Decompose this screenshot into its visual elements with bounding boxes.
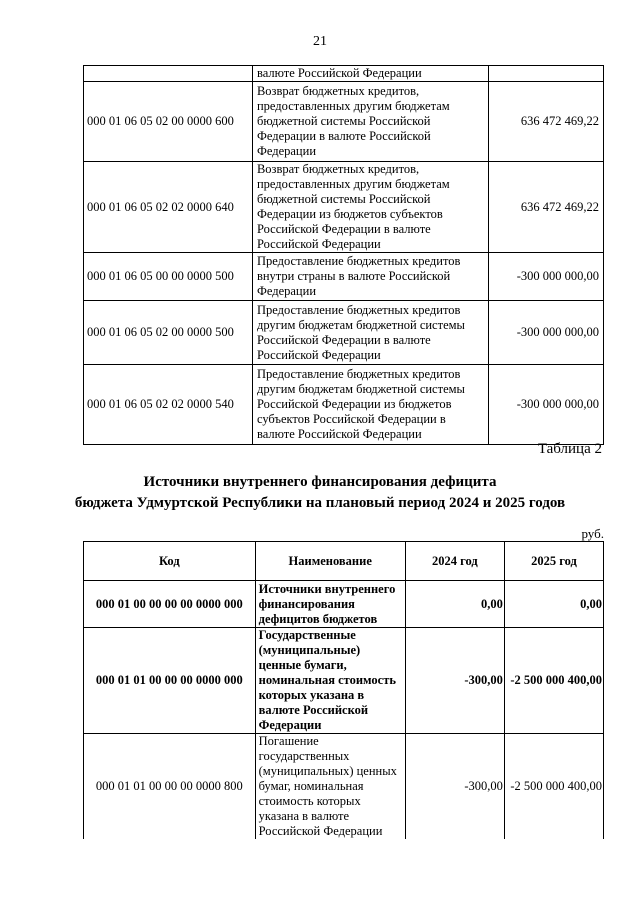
table-header-row [84, 542, 604, 581]
table-row [84, 82, 604, 162]
row-code: 000 01 06 05 00 00 0000 500 [84, 253, 253, 301]
row-code: 000 01 00 00 00 00 0000 000 [84, 581, 256, 628]
table-row [84, 628, 604, 734]
row-code: 000 01 06 05 02 02 0000 640 [84, 162, 253, 253]
row-2025: 0,00 [504, 581, 603, 628]
row-name: Источники внутреннего финансирования дефицитов бюджетов [255, 581, 405, 628]
row-name: Погашение государственных (муниципальных) ценных бумаг, номинальная стоимость которых указана в валюте Российской Федерации [255, 734, 405, 840]
row-name: Возврат бюджетных кредитов, предоставленных другим бюджетам бюджетной системы Российской Федерации в валюте Российской Федерации [252, 82, 488, 162]
row-name: Предоставление бюджетных кредитов другим бюджетам бюджетной системы Российской Федерации из бюджетов субъектов Российской Федерации в валюте Российской Федерации [252, 365, 488, 445]
row-amount: 636 472 469,22 [489, 162, 604, 253]
table-row [84, 301, 604, 365]
row-code: 000 01 06 05 02 00 0000 600 [84, 82, 253, 162]
row-amount: -300 000 000,00 [489, 253, 604, 301]
row-amount [489, 66, 604, 82]
table1-body [84, 66, 604, 445]
row-name: Предоставление бюджетных кредитов другим бюджетам бюджетной системы Российской Федерации в валюте Российской Федерации [252, 301, 488, 365]
header-code: Код [84, 542, 256, 581]
row-name: Возврат бюджетных кредитов, предоставленных другим бюджетам бюджетной системы Российской Федерации из бюджетов субъектов Российской Федерации в валюте Российской Федерации [252, 162, 488, 253]
row-amount: -300 000 000,00 [489, 365, 604, 445]
sources-table-2 [83, 541, 604, 839]
page-number: 21 [313, 34, 327, 49]
row-code: 000 01 06 05 02 00 0000 500 [84, 301, 253, 365]
heading-line-1: Источники внутреннего финансирования дефицита [143, 474, 497, 490]
table-row [84, 365, 604, 445]
row-code: 000 01 06 05 02 02 0000 540 [84, 365, 253, 445]
currency-unit: руб. [581, 526, 604, 541]
row-amount: 636 472 469,22 [489, 82, 604, 162]
row-name: Государственные (муниципальные) ценные бумаги, номинальная стоимость которых указана в валюте Российской Федерации [255, 628, 405, 734]
row-name: валюте Российской Федерации [252, 66, 488, 82]
table-row [84, 581, 604, 628]
table-heading [0, 472, 640, 514]
row-code: 000 01 01 00 00 00 0000 800 [84, 734, 256, 840]
table-row [84, 66, 604, 82]
row-code [84, 66, 253, 82]
header-2025: 2025 год [504, 542, 603, 581]
row-name: Предоставление бюджетных кредитов внутри страны в валюте Российской Федерации [252, 253, 488, 301]
table2-header [84, 542, 604, 581]
table2-body [84, 581, 604, 840]
table-row [84, 162, 604, 253]
row-code: 000 01 01 00 00 00 0000 000 [84, 628, 256, 734]
row-2025: -2 500 000 400,00 [504, 734, 603, 840]
row-amount: -300 000 000,00 [489, 301, 604, 365]
row-2024: 0,00 [405, 581, 504, 628]
heading-line-2: бюджета Удмуртской Республики на плановый период 2024 и 2025 годов [74, 495, 566, 511]
header-2024: 2024 год [405, 542, 504, 581]
table-row [84, 734, 604, 840]
table-label: Таблица 2 [537, 441, 602, 457]
row-2025: -2 500 000 400,00 [504, 628, 603, 734]
sources-table-continuation [83, 65, 604, 445]
row-2024: -300,00 [405, 734, 504, 840]
header-name: Наименование [255, 542, 405, 581]
table-row [84, 253, 604, 301]
row-2024: -300,00 [405, 628, 504, 734]
